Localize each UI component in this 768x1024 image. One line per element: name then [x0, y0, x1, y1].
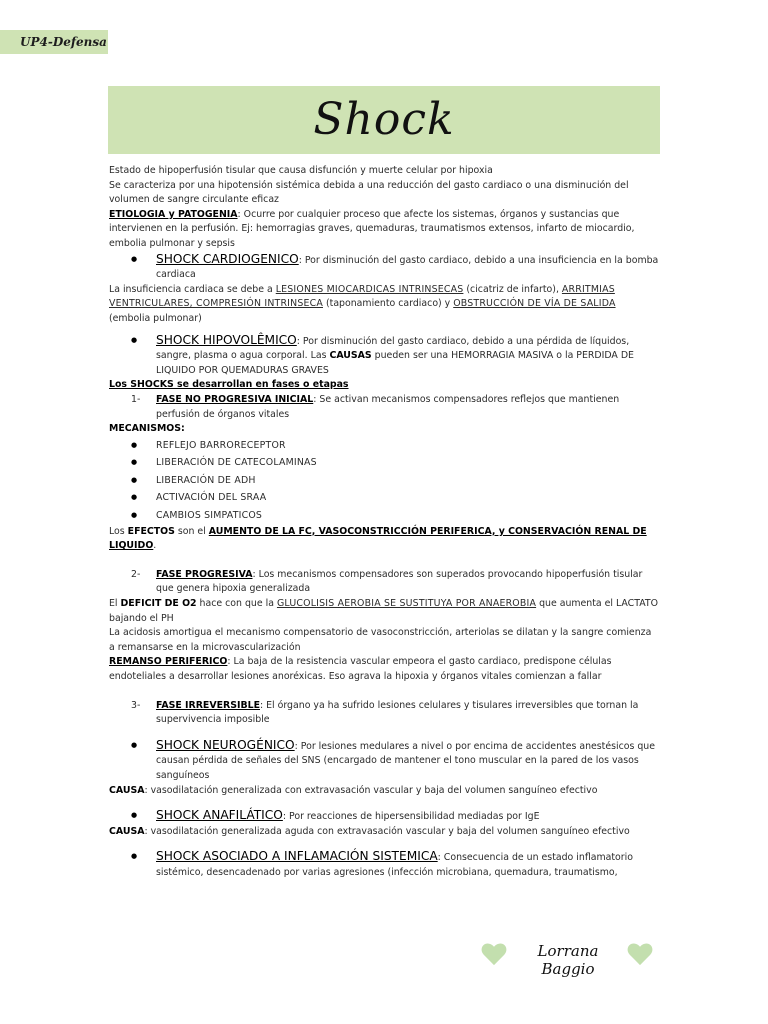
text-run: : vasodilatación generalizada aguda con extravasación vascular y baja del volumen sanguíneo efectivo — [144, 825, 630, 837]
text-run: son el — [174, 525, 209, 537]
list-item: ● LIBERACIÓN DE CATECOLAMINAS — [109, 454, 659, 472]
fase-item — [109, 393, 659, 422]
signature — [480, 938, 660, 978]
list-item-shock-hipovolemico — [109, 333, 659, 379]
text-run: Los — [109, 525, 128, 537]
heart-icon — [626, 940, 654, 968]
deficit-paragraph — [109, 597, 659, 626]
fase-description: : Se activan mecanismos compensadores reflejos que mantienen perfusión de órganos vitales — [156, 393, 620, 420]
remanso-label: REMANSO PERIFERICO — [109, 656, 228, 668]
shock-title: SHOCK CARDIOGENICO — [156, 251, 299, 266]
list-item: ● ACTIVACIÓN DEL SRAA — [109, 489, 659, 507]
text-run: (taponamiento cardiaco) y — [323, 298, 454, 310]
etiologia-paragraph — [109, 208, 659, 252]
list-item-shock-neurogenico — [109, 738, 659, 784]
fase-description: : El órgano ya ha sufrido lesiones celulares y tisulares irreversibles que tornan la supervivencia imposible — [156, 699, 639, 726]
document-body — [109, 164, 659, 881]
shock-title: SHOCK ASOCIADO A INFLAMACIÓN SISTEMICA — [156, 849, 438, 864]
shock-description: : Por disminución del gasto cardiaco, debido a una insuficiencia en la bomba cardiaca — [156, 254, 659, 281]
remanso-paragraph — [109, 655, 659, 684]
shock-description: : Por lesiones medulares a nivel o por encima de accidentes anestésicos que causan pérdida de señales del SNS (encargado de mantener el tono muscular en la pared de los vasos sanguíneos — [156, 740, 656, 781]
heart-icon — [480, 940, 508, 968]
causa-paragraph — [109, 825, 659, 840]
fases-heading: Los SHOCKS se desarrollan en fases o etapas — [109, 379, 349, 391]
underlined-term: LESIONES MIOCARDICAS INTRINSECAS — [275, 283, 464, 295]
text-run: : vasodilatación generalizada con extravasación vascular y baja del volumen sanguíneo efectivo — [144, 784, 598, 796]
list-item-shock-cardiogenico — [109, 252, 659, 283]
mecanismos-label: MECANISMOS: — [109, 423, 185, 435]
insuficiencia-paragraph — [109, 283, 659, 327]
intro-line: Se caracteriza por una hipotensión sistémica debida a una reducción del gasto cardiaco o una disminución del volumen de sangre circulante eficaz — [109, 179, 629, 206]
fase-label: FASE NO PROGRESIVA INICIAL — [156, 393, 314, 405]
bold-term: DEFICIT DE O2 — [120, 598, 197, 610]
fase-number: 1- — [131, 393, 141, 405]
shock-title: SHOCK ANAFILÁTICO — [156, 808, 283, 823]
text-run: MECANISMOS — [109, 423, 182, 435]
signature-name: Lorrana Baggio — [537, 942, 599, 978]
underlined-term: ARRITMIAS VENTRICULARES, COMPRESIÓN INTRINSECA — [109, 283, 615, 310]
list-item: ● LIBERACIÓN DE ADH — [109, 472, 659, 490]
text-run: pueden ser una HEMORRAGIA MASIVA o la PERDIDA DE LIQUIDO POR QUEMADURAS GRAVES — [156, 350, 634, 376]
acidosis-paragraph: La acidosis amortigua el mecanismo compensatorio de vasoconstricción, arteriolas se dilatan y la sangre comienza a remansarse en la microvascularización — [109, 627, 652, 653]
fase-label: FASE IRREVERSIBLE — [156, 699, 260, 711]
text-run: (cicatriz de infarto), — [463, 283, 562, 295]
fase-number: 2- — [131, 568, 141, 580]
shock-title: SHOCK HIPOVOLÊMICO — [156, 332, 297, 347]
causa-label: CAUSA — [109, 784, 145, 796]
intro-line: Estado de hipoperfusión tisular que causa disfunción y muerte celular por hipoxia — [109, 165, 493, 176]
text-run: : Por disminución del gasto cardiaco, debido a una pérdida de líquidos, sangre, plasma o agua corporal. Las — [156, 335, 630, 362]
causa-label: CAUSA — [109, 825, 145, 837]
text-run: hace con que la — [196, 598, 277, 610]
fase-label: FASE PROGRESIVA — [156, 568, 253, 580]
causa-paragraph — [109, 784, 659, 799]
list-item-shock-anafilactico — [109, 808, 659, 825]
shock-description: : Por reacciones de hipersensibilidad mediadas por IgE — [282, 811, 540, 823]
shock-title: SHOCK NEUROGÉNICO — [156, 737, 295, 752]
etiologia-text: : Ocurre por cualquier proceso que afecte los sistemas, órganos y sustancias que intervienen en la perfusión. Ej: hemorragias graves, quemaduras, traumatismos extensos, infarto de miocardio, embolia pulmonar y sepsis — [109, 208, 635, 249]
fase-number: 3- — [131, 699, 141, 711]
list-item: ● CAMBIOS SIMPATICOS — [109, 507, 659, 525]
underlined-term: OBSTRUCCIÓN DE VÍA DE SALIDA — [453, 298, 616, 310]
fase-description: : Los mecanismos compensadores son superados provocando hipoperfusión tisular que genera hipoxia generalizada — [156, 568, 643, 595]
text-run: que aumenta el LACTATO bajando el PH — [109, 598, 659, 624]
list-item: ● REFLEJO BARRORECEPTOR — [109, 437, 659, 455]
section-tag: UP4-Defensa — [0, 30, 108, 54]
efectos-paragraph: Los EFECTOS son el AUMENTO DE LA FC, VASOCONSTRICCIÓN PERIFERICA, y CONSERVACIÓN RENAL DE LIQUIDO. — [109, 525, 647, 552]
text-run: La insuficiencia cardiaca se debe a — [109, 283, 276, 295]
shock-description: : Consecuencia de un estado inflamatorio sistémico, desencadenado por varias agresiones (infección microbiana, quemadura, traumatismo, — [156, 852, 633, 878]
text-run: El — [109, 598, 121, 610]
text-run: : La baja de la resistencia vascular empeora el gasto cardiaco, predispone células endoteliales a desarrollar lesiones anoréxicas. Eso agrava la hipoxia y órganos vitales comienzan a fallar — [109, 656, 612, 682]
bold-term: CAUSAS — [329, 350, 372, 362]
underlined-term: GLUCOLISIS AEROBIA SE SUSTITUYA POR ANAEROBIA — [276, 598, 537, 610]
underlined-term: AUMENTO DE LA FC, VASOCONSTRICCIÓN PERIFERICA, y CONSERVACIÓN RENAL DE LIQUIDO — [109, 525, 647, 552]
fase-item — [109, 568, 659, 597]
fase-item — [109, 699, 659, 728]
bold-term: EFECTOS — [127, 525, 175, 537]
title-banner — [108, 86, 660, 154]
page-title: Shock — [313, 94, 455, 145]
etiologia-label: ETIOLOGIA y PATOGENIA — [109, 208, 238, 220]
text-run: (embolia pulmonar) — [109, 312, 202, 324]
list-item-shock-inflamacion — [109, 849, 659, 880]
